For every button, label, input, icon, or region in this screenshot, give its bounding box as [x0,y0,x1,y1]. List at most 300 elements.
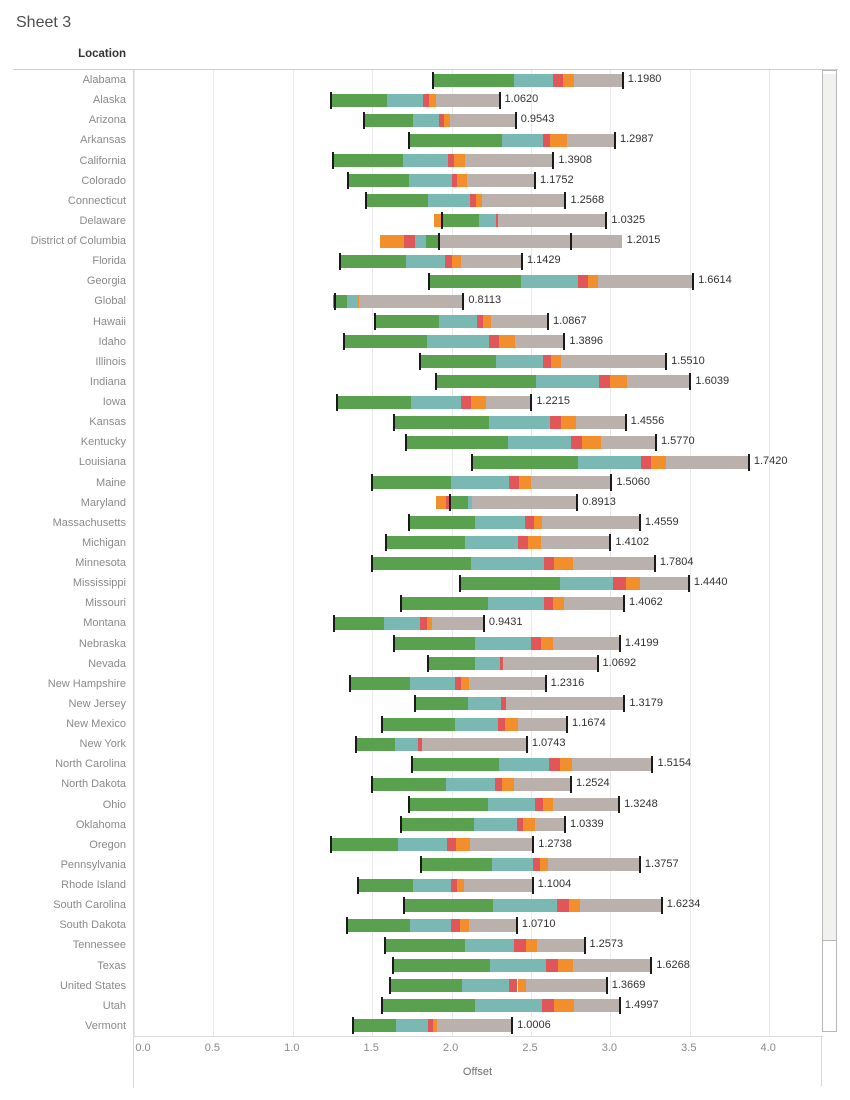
bar-segment-orange[interactable] [499,335,516,348]
bar-segment-green[interactable] [390,979,462,992]
bar-segment-green[interactable] [372,778,446,791]
bar-segment-red[interactable] [514,939,526,952]
bar-segment-teal[interactable] [413,879,451,892]
bar-segment-green[interactable] [472,456,578,469]
bar-segment-green[interactable] [348,174,409,187]
bar-end-tick[interactable] [748,454,750,471]
bar-segment-teal[interactable] [490,959,546,972]
vertical-scrollbar[interactable] [822,70,837,1032]
bar-segment-green[interactable] [421,858,491,871]
row-label[interactable]: Florida [92,255,126,268]
row-label[interactable]: Rhode Island [61,879,126,891]
bar-end-tick[interactable] [610,474,612,491]
bar-end-tick[interactable] [576,494,578,511]
row-label[interactable]: Iowa [102,396,126,408]
bar-segment-red[interactable] [525,516,533,529]
bar-segment-red[interactable] [546,959,558,972]
bar-segment-orange[interactable] [502,778,514,791]
row-label[interactable]: Missouri [85,597,126,610]
row-label[interactable]: Colorado [81,174,126,187]
bar-segment-gray[interactable] [537,939,585,952]
bar-end-tick[interactable] [597,655,599,672]
bar-end-tick[interactable] [405,434,407,451]
bar-end-tick[interactable] [385,534,387,551]
bar-segment-gray[interactable] [574,74,623,87]
bar-segment-green[interactable] [372,476,451,489]
bar-end-tick[interactable] [371,555,373,572]
bar-segment-teal[interactable] [413,114,439,127]
bar-segment-teal[interactable] [403,154,448,167]
bar-segment-green[interactable] [364,114,413,127]
bar-segment-orange[interactable] [610,375,627,388]
bar-segment-gray[interactable] [461,255,522,268]
bar-segment-orange[interactable] [380,235,404,248]
bar-segment-green[interactable] [412,758,499,771]
row-label[interactable]: North Dakota [61,778,126,791]
row-label[interactable]: Connecticut [67,194,126,207]
bar-segment-teal[interactable] [496,355,542,368]
bar-end-tick[interactable] [346,917,348,934]
bar-segment-red[interactable] [542,999,554,1012]
bar-segment-teal[interactable] [427,335,489,348]
bar-segment-teal[interactable] [410,919,452,932]
bar-end-tick[interactable] [334,293,336,310]
bar-segment-red[interactable] [550,416,561,429]
bar-end-tick[interactable] [352,1017,354,1034]
bar-end-tick[interactable] [330,92,332,109]
bar-segment-red[interactable] [535,798,543,811]
bar-end-tick[interactable] [419,353,421,370]
bar-end-tick[interactable] [651,756,653,773]
bar-end-tick[interactable] [526,736,528,753]
bar-segment-orange[interactable] [457,879,464,892]
bar-segment-teal[interactable] [488,597,545,610]
bar-end-tick[interactable] [623,695,625,712]
bar-segment-teal[interactable] [475,657,499,670]
bar-segment-teal[interactable] [479,214,496,227]
bar-segment-gray[interactable] [518,718,567,731]
bar-segment-gray[interactable] [573,959,651,972]
bar-segment-green[interactable] [382,718,455,731]
row-label[interactable]: Pennsylvania [60,858,126,871]
bar-end-tick[interactable] [609,534,611,551]
bar-segment-orange[interactable] [461,677,469,690]
bar-segment-gray[interactable] [506,697,625,710]
row-label[interactable]: New Hampshire [47,677,126,690]
row-label[interactable]: Arizona [88,114,126,127]
bar-segment-red[interactable] [557,899,569,912]
bar-segment-red[interactable] [498,718,505,731]
bar-end-tick[interactable] [622,72,624,89]
bar-segment-gray[interactable] [542,516,640,529]
bar-segment-gray[interactable] [422,738,527,751]
row-label[interactable]: Massachusetts [52,516,126,529]
bar-segment-orange[interactable] [518,979,526,992]
bar-end-tick[interactable] [564,816,566,833]
bar-segment-green[interactable] [394,416,489,429]
bar-segment-red[interactable] [461,396,470,409]
bar-segment-red[interactable] [544,557,554,570]
bar-segment-red[interactable] [549,758,560,771]
bar-end-tick[interactable] [499,92,501,109]
bar-end-tick[interactable] [534,172,536,189]
row-label[interactable]: South Dakota [59,919,126,932]
bar-segment-gray[interactable] [439,235,621,248]
row-label[interactable]: Kansas [89,416,126,429]
bar-end-tick[interactable] [400,816,402,833]
bar-segment-gray[interactable] [464,879,533,892]
bar-segment-gray[interactable] [553,637,620,650]
bar-segment-gray[interactable] [640,577,689,590]
row-label[interactable]: Minnesota [75,557,126,569]
bar-segment-red[interactable] [509,979,517,992]
bar-end-tick[interactable] [665,353,667,370]
bar-segment-orange[interactable] [541,637,553,650]
bar-segment-gray[interactable] [432,617,484,630]
bar-segment-orange[interactable] [569,899,579,912]
bar-end-tick[interactable] [606,977,608,994]
bar-end-tick[interactable] [438,233,440,250]
bar-segment-teal[interactable] [410,677,454,690]
row-label[interactable]: Louisiana [78,456,126,469]
bar-segment-orange[interactable] [553,597,564,610]
bar-segment-green[interactable] [406,436,509,449]
bar-segment-gray[interactable] [359,295,463,308]
bar-end-tick[interactable] [403,897,405,914]
bar-segment-teal[interactable] [347,295,358,308]
bar-segment-green[interactable] [372,557,471,570]
bar-end-tick[interactable] [371,474,373,491]
bar-segment-red[interactable] [445,255,452,268]
bar-end-tick[interactable] [347,172,349,189]
bar-segment-red[interactable] [543,134,550,147]
bar-segment-red[interactable] [543,355,551,368]
bar-segment-red[interactable] [509,476,519,489]
row-label[interactable]: Mississippi [72,577,126,590]
row-label[interactable]: Michigan [81,536,126,549]
bar-segment-orange[interactable] [651,456,666,469]
row-label[interactable]: Alabama [82,74,126,86]
bar-segment-orange[interactable] [540,858,548,871]
row-label[interactable]: Nevada [88,657,126,670]
row-label[interactable]: California [79,154,126,167]
bar-segment-gray[interactable] [580,899,662,912]
bar-segment-orange[interactable] [452,255,461,268]
bar-end-tick[interactable] [661,897,663,914]
bar-segment-teal[interactable] [493,899,557,912]
bar-end-tick[interactable] [408,132,410,149]
bar-end-tick[interactable] [435,373,437,390]
bar-segment-red[interactable] [533,858,540,871]
bar-segment-gray[interactable] [535,818,565,831]
bar-segment-orange[interactable] [554,999,575,1012]
bar-end-tick[interactable] [427,655,429,672]
bar-end-tick[interactable] [552,152,554,169]
bar-segment-red[interactable] [420,617,427,630]
row-label[interactable]: Oklahoma [75,818,126,831]
bar-end-tick[interactable] [332,152,334,169]
bar-segment-teal[interactable] [395,738,419,751]
bar-segment-teal[interactable] [465,939,514,952]
bar-segment-gray[interactable] [491,315,548,328]
bar-segment-teal[interactable] [471,557,544,570]
bar-end-tick[interactable] [389,977,391,994]
bar-end-tick[interactable] [570,233,572,250]
bar-end-tick[interactable] [619,997,621,1014]
row-label[interactable]: Hawaii [92,315,126,328]
bar-segment-teal[interactable] [488,798,535,811]
bar-end-tick[interactable] [441,212,443,229]
bar-segment-green[interactable] [420,355,496,368]
row-label[interactable]: United States [59,979,126,992]
bar-segment-orange[interactable] [526,939,537,952]
bar-segment-green[interactable] [335,295,347,308]
bar-segment-gray[interactable] [482,194,565,207]
row-label[interactable]: Tennessee [72,939,126,952]
bar-segment-green[interactable] [344,335,427,348]
bar-segment-orange[interactable] [582,436,601,449]
bar-segment-teal[interactable] [468,697,501,710]
bar-end-tick[interactable] [532,836,534,853]
row-label[interactable]: Oregon [89,838,126,851]
bar-end-tick[interactable] [532,877,534,894]
bar-segment-gray[interactable] [467,174,535,187]
bar-segment-gray[interactable] [564,597,624,610]
row-label[interactable]: Alaska [92,94,126,107]
bar-end-tick[interactable] [623,595,625,612]
bar-segment-green[interactable] [350,677,410,690]
bar-segment-green[interactable] [386,536,465,549]
row-label[interactable]: Ohio [102,798,126,811]
bar-end-tick[interactable] [459,575,461,592]
bar-segment-gray[interactable] [567,134,615,147]
bar-segment-gray[interactable] [553,798,619,811]
bar-end-tick[interactable] [625,414,627,431]
row-label[interactable]: Montana [83,617,126,630]
bar-segment-gray[interactable] [576,416,626,429]
bar-segment-green[interactable] [428,657,476,670]
bar-segment-red[interactable] [578,275,587,288]
bar-end-tick[interactable] [655,434,657,451]
bar-end-tick[interactable] [408,796,410,813]
bar-end-tick[interactable] [393,414,395,431]
bar-segment-green[interactable] [334,617,384,630]
bar-segment-green[interactable] [337,396,411,409]
bar-segment-teal[interactable] [489,416,550,429]
bar-end-tick[interactable] [432,72,434,89]
bar-end-tick[interactable] [371,776,373,793]
bar-segment-red[interactable] [544,597,552,610]
bar-segment-green[interactable] [449,496,468,509]
bar-end-tick[interactable] [516,917,518,934]
bar-segment-red[interactable] [553,74,563,87]
bar-segment-red[interactable] [451,919,460,932]
bar-segment-orange[interactable] [454,154,465,167]
bar-segment-green[interactable] [358,879,413,892]
row-label[interactable]: Texas [97,959,126,972]
bar-segment-gray[interactable] [469,919,517,932]
bar-end-tick[interactable] [355,736,357,753]
bar-end-tick[interactable] [349,675,351,692]
bar-segment-green[interactable] [409,516,475,529]
bar-segment-green[interactable] [404,899,493,912]
bar-segment-orange[interactable] [561,416,576,429]
bar-segment-orange[interactable] [558,959,573,972]
bar-segment-gray[interactable] [627,375,691,388]
bar-segment-green[interactable] [409,798,488,811]
bar-end-tick[interactable] [420,856,422,873]
bar-segment-red[interactable] [613,577,626,590]
bar-end-tick[interactable] [654,555,656,572]
bar-segment-red[interactable] [571,436,582,449]
bar-segment-orange[interactable] [505,718,518,731]
row-label[interactable]: Georgia [86,275,126,288]
bar-segment-teal[interactable] [451,476,508,489]
row-label[interactable]: New York [79,738,126,751]
bar-segment-teal[interactable] [499,758,549,771]
bar-segment-red[interactable] [531,637,541,650]
bar-end-tick[interactable] [357,877,359,894]
bar-segment-red[interactable] [489,335,499,348]
bar-segment-teal[interactable] [455,718,498,731]
bar-end-tick[interactable] [471,454,473,471]
bar-end-tick[interactable] [614,132,616,149]
bar-segment-green[interactable] [401,818,475,831]
bar-segment-green[interactable] [331,94,387,107]
bar-segment-teal[interactable] [415,235,426,248]
bar-segment-teal[interactable] [409,174,452,187]
bar-segment-teal[interactable] [475,999,542,1012]
bar-end-tick[interactable] [547,313,549,330]
bar-segment-gray[interactable] [514,778,571,791]
scrollbar-thumb[interactable] [823,74,836,941]
bar-segment-orange[interactable] [588,275,598,288]
bar-segment-green[interactable] [333,154,404,167]
row-label[interactable]: Idaho [98,335,126,348]
bar-segment-orange[interactable] [528,536,541,549]
bar-segment-teal[interactable] [474,818,516,831]
bar-end-tick[interactable] [343,333,345,350]
bar-end-tick[interactable] [363,112,365,129]
bar-end-tick[interactable] [545,675,547,692]
bar-segment-orange[interactable] [483,315,491,328]
bar-end-tick[interactable] [566,716,568,733]
bar-end-tick[interactable] [384,937,386,954]
bar-end-tick[interactable] [692,273,694,290]
bar-segment-green[interactable] [340,255,406,268]
bar-end-tick[interactable] [330,836,332,853]
bar-segment-gray[interactable] [503,657,598,670]
bar-segment-green[interactable] [401,597,488,610]
bar-segment-green[interactable] [347,919,410,932]
bar-segment-teal[interactable] [462,979,509,992]
bar-end-tick[interactable] [336,394,338,411]
bar-segment-orange[interactable] [563,74,574,87]
bar-segment-gray[interactable] [436,94,499,107]
row-label[interactable]: Global [94,295,126,308]
bar-segment-gray[interactable] [573,557,655,570]
bar-segment-gray[interactable] [472,496,577,509]
bar-segment-gray[interactable] [601,436,656,449]
bar-segment-green[interactable] [382,999,475,1012]
bar-segment-green[interactable] [433,74,514,87]
bar-segment-orange[interactable] [560,758,573,771]
bar-segment-teal[interactable] [475,516,525,529]
bar-segment-green[interactable] [331,838,398,851]
bar-segment-orange[interactable] [456,838,469,851]
bar-segment-green[interactable] [375,315,439,328]
row-label[interactable]: New Mexico [66,718,126,730]
bar-end-tick[interactable] [521,253,523,270]
bar-segment-orange[interactable] [436,496,446,509]
bar-segment-orange[interactable] [534,516,542,529]
bar-segment-teal[interactable] [387,94,423,107]
bar-segment-teal[interactable] [502,134,543,147]
bar-segment-gray[interactable] [486,396,531,409]
bar-end-tick[interactable] [584,937,586,954]
bar-segment-teal[interactable] [439,315,477,328]
bar-end-tick[interactable] [618,796,620,813]
bar-segment-teal[interactable] [411,396,461,409]
bar-end-tick[interactable] [339,253,341,270]
bar-segment-teal[interactable] [475,637,531,650]
bar-segment-teal[interactable] [428,194,470,207]
bar-segment-green[interactable] [429,275,521,288]
bar-segment-orange[interactable] [626,577,640,590]
bar-segment-red[interactable] [641,456,652,469]
bar-segment-teal[interactable] [514,74,554,87]
row-label[interactable]: North Carolina [55,758,126,771]
bar-end-tick[interactable] [483,615,485,632]
row-label[interactable]: Utah [102,999,126,1012]
bar-end-tick[interactable] [333,615,335,632]
bar-end-tick[interactable] [449,494,451,511]
bar-segment-gray[interactable] [515,335,564,348]
bar-end-tick[interactable] [414,695,416,712]
bar-segment-red[interactable] [599,375,609,388]
bar-segment-gray[interactable] [574,999,620,1012]
bar-end-tick[interactable] [650,957,652,974]
bar-segment-orange[interactable] [471,396,487,409]
row-label[interactable]: District of Columbia [30,235,126,247]
bar-segment-orange[interactable] [543,798,553,811]
bar-segment-gray[interactable] [561,355,666,368]
bar-segment-teal[interactable] [508,436,571,449]
bar-segment-red[interactable] [495,778,502,791]
bar-segment-orange[interactable] [519,476,531,489]
bar-end-tick[interactable] [515,112,517,129]
bar-end-tick[interactable] [411,756,413,773]
bar-end-tick[interactable] [619,635,621,652]
bar-segment-teal[interactable] [406,255,445,268]
bar-segment-gray[interactable] [465,154,554,167]
bar-end-tick[interactable] [511,1017,513,1034]
bar-segment-green[interactable] [415,697,468,710]
bar-segment-gray[interactable] [498,214,606,227]
bar-segment-orange[interactable] [460,919,469,932]
bar-segment-teal[interactable] [536,375,600,388]
bar-segment-orange[interactable] [457,174,467,187]
bar-segment-orange[interactable] [554,557,573,570]
bar-end-tick[interactable] [400,595,402,612]
row-label[interactable]: Indiana [89,375,126,388]
bar-segment-gray[interactable] [470,838,534,851]
bar-segment-red[interactable] [404,235,415,248]
bar-end-tick[interactable] [365,192,367,209]
bar-segment-gray[interactable] [666,456,749,469]
bar-segment-green[interactable] [366,194,428,207]
bar-segment-gray[interactable] [531,476,612,489]
